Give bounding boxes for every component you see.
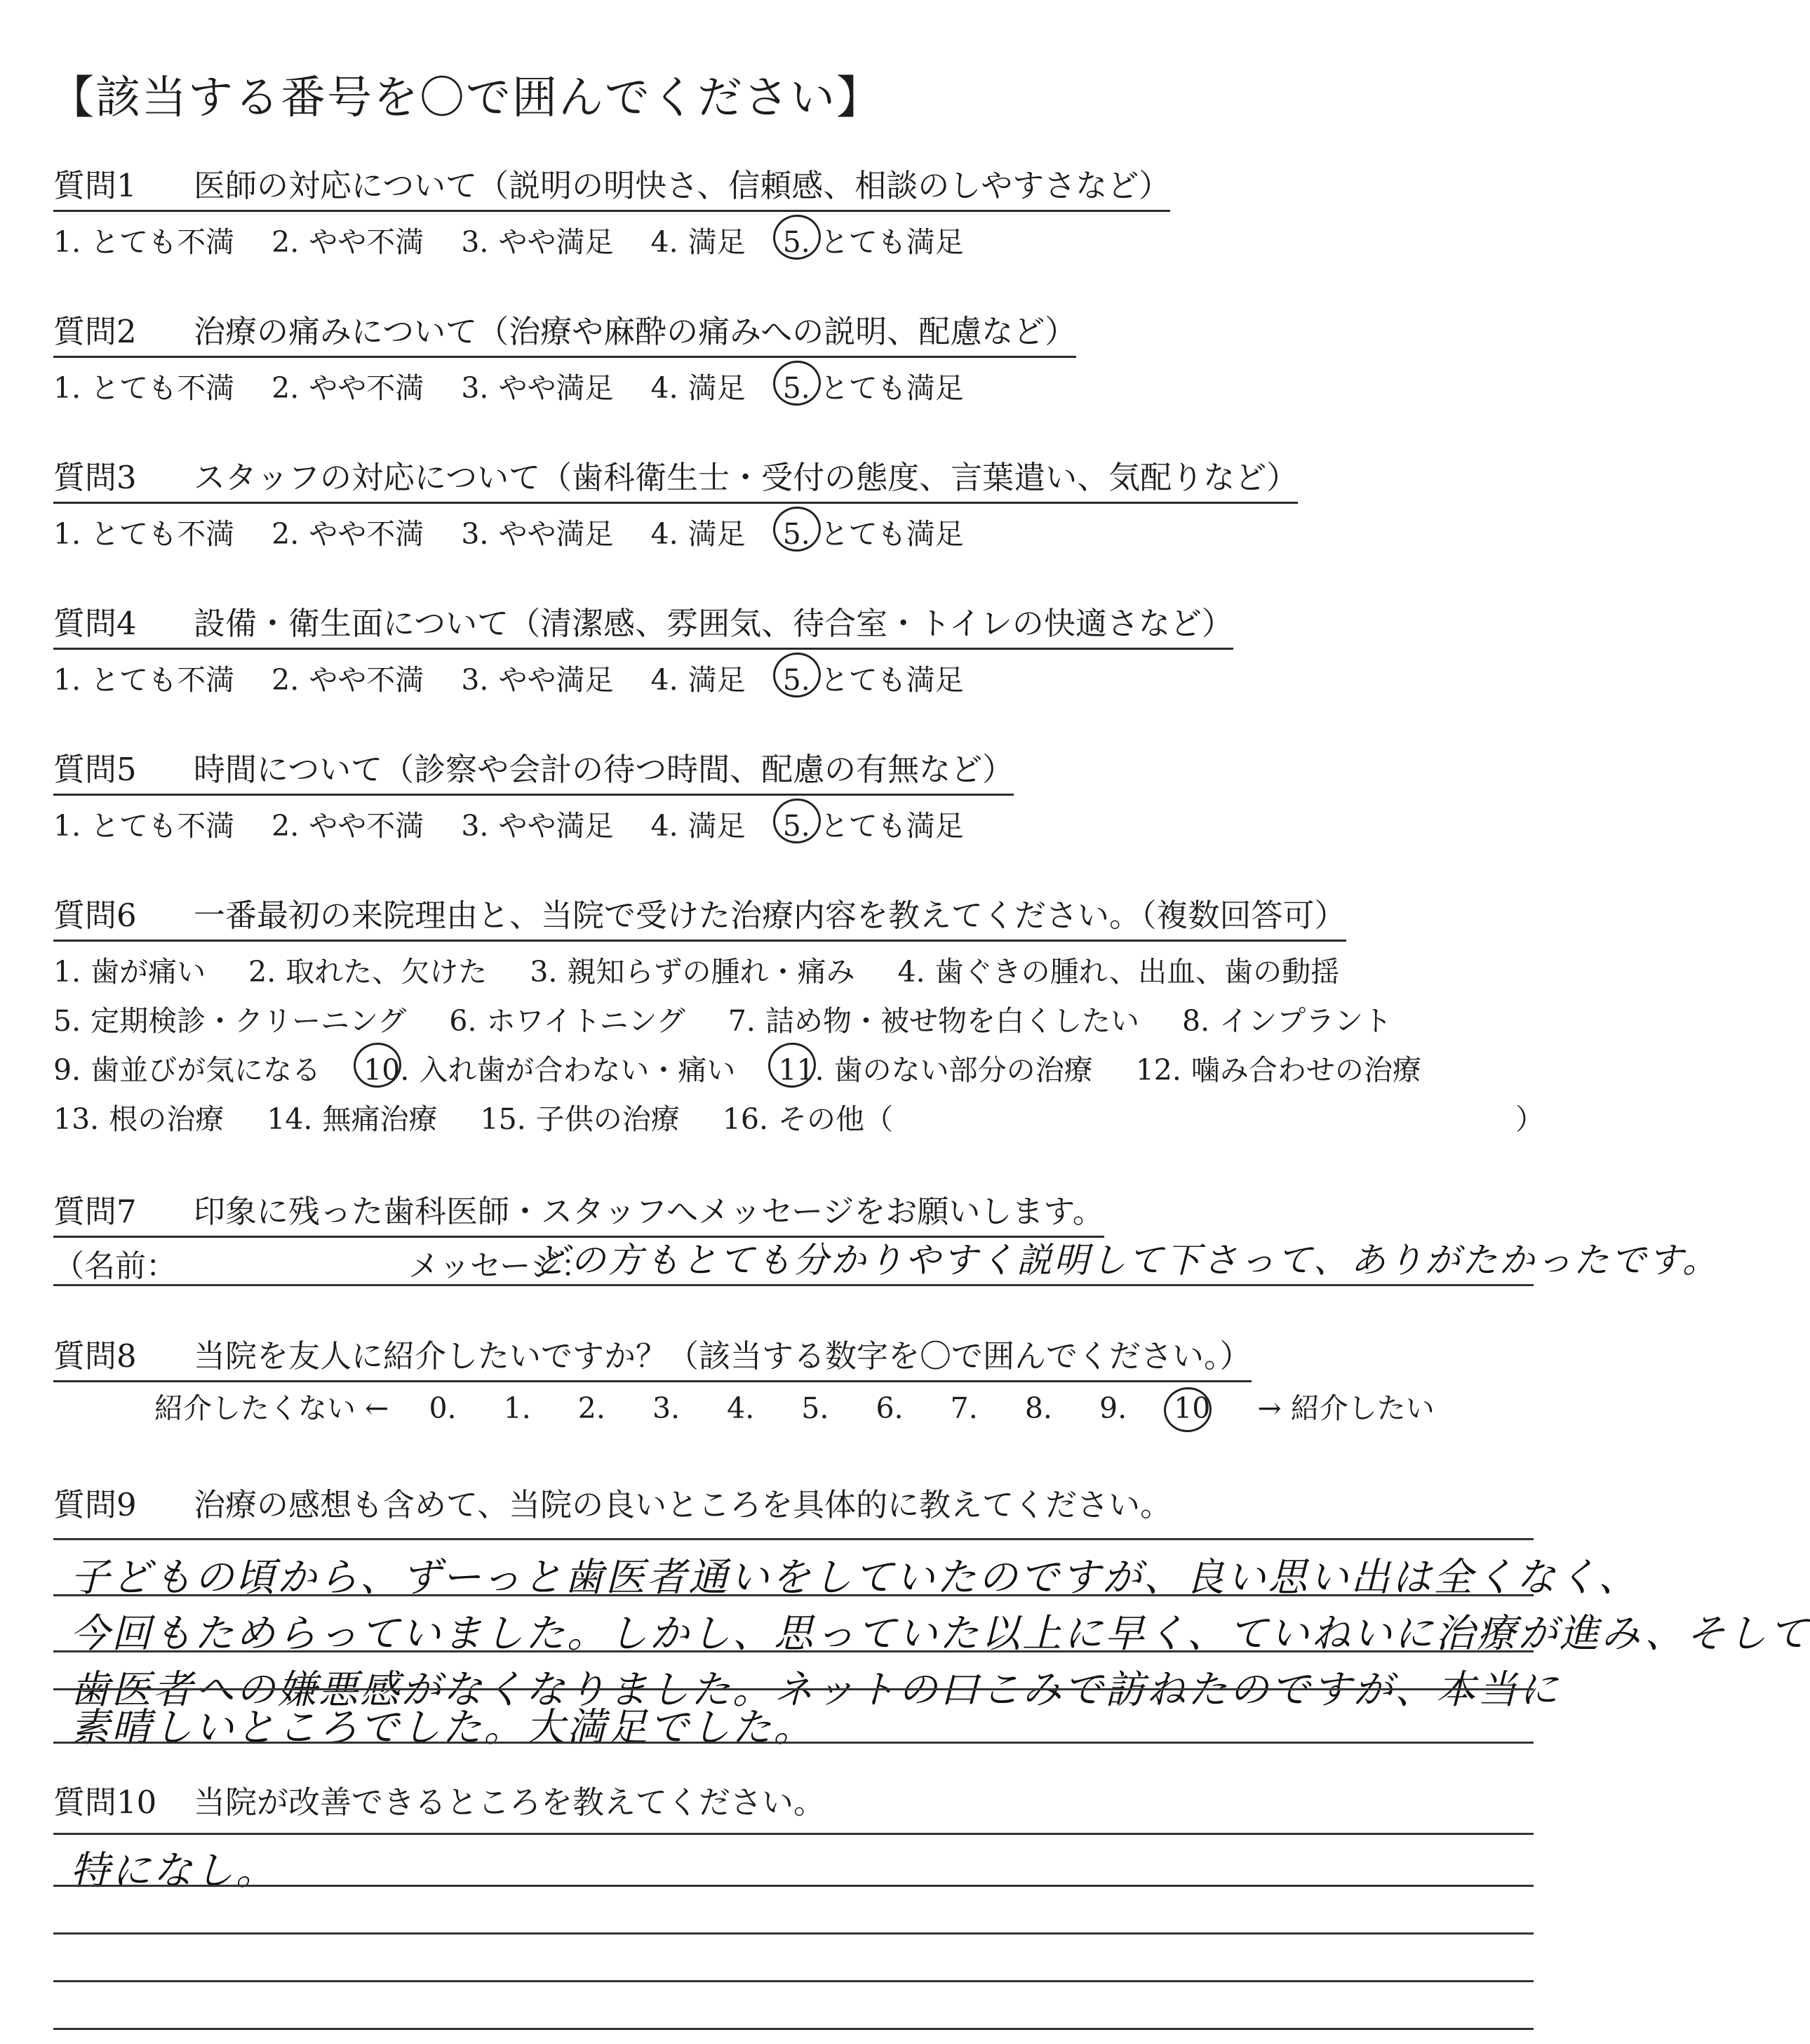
question-4-heading bbox=[53, 598, 1233, 650]
answer-line bbox=[53, 1688, 1534, 1690]
option-1[interactable]: 1. とても不満 bbox=[53, 371, 235, 405]
question-5-heading bbox=[53, 744, 1014, 796]
option-4[interactable]: 4. 満足 bbox=[650, 371, 746, 405]
question-2-heading bbox=[53, 306, 1076, 358]
q6-options-row-3 bbox=[53, 1047, 1455, 1088]
scale-7[interactable]: 7. bbox=[950, 1391, 978, 1425]
q6-option-8[interactable]: 8. インプラント bbox=[1182, 1004, 1393, 1038]
option-3[interactable]: 3. やや満足 bbox=[461, 663, 614, 697]
scale-5[interactable]: 5. bbox=[801, 1391, 829, 1425]
scale-1[interactable]: 1. bbox=[503, 1391, 531, 1425]
answer-line bbox=[53, 1650, 1534, 1652]
question-number: 質問1 bbox=[53, 167, 137, 204]
question-2 bbox=[53, 306, 1076, 406]
question-text: スタッフの対応について（歯科衛生士・受付の態度、言葉遣い、気配りなど） bbox=[194, 459, 1299, 496]
question-text: 時間について（診察や会計の待つ時間、配慮の有無など） bbox=[194, 751, 1014, 788]
question-9-heading bbox=[53, 1479, 1172, 1525]
circled-answer: 10. bbox=[363, 1053, 410, 1087]
question-text: 医師の対応について（説明の明快さ、信頼感、相談のしやすさなど） bbox=[194, 167, 1171, 204]
q6-option-1[interactable]: 1. 歯が痛い bbox=[53, 955, 206, 989]
question-number: 質問10 bbox=[53, 1784, 157, 1821]
option-3[interactable]: 3. やや満足 bbox=[461, 225, 614, 259]
option-2[interactable]: 2. やや不満 bbox=[272, 371, 424, 405]
question-text: 印象に残った歯科医師・スタッフへメッセージをお願いします。 bbox=[194, 1193, 1104, 1230]
question-number: 質問7 bbox=[53, 1193, 137, 1230]
option-4[interactable]: 4. 満足 bbox=[650, 517, 746, 551]
q6-option-13[interactable]: 13. 根の治療 bbox=[53, 1102, 224, 1136]
q6-other-close-paren: ） bbox=[1515, 1102, 1544, 1136]
answer-line bbox=[53, 2028, 1534, 2030]
answer-line bbox=[53, 1932, 1534, 1935]
handwritten-answer: 特になし。 bbox=[70, 1848, 277, 1894]
recommend-scale bbox=[154, 1385, 1435, 1427]
scale-9[interactable]: 9. bbox=[1099, 1391, 1127, 1425]
question-7 bbox=[53, 1186, 1104, 1238]
handwritten-message: どの方もとても分かりやすく説明して下さって、ありがたかったです。 bbox=[533, 1240, 1720, 1281]
option-2[interactable]: 2. やや不満 bbox=[272, 225, 424, 259]
scale-2[interactable]: 2. bbox=[577, 1391, 605, 1425]
handwritten-answer-line-3: 歯医者への嫌悪感がなくなりました。ネットの口こみで訪ねたのですが、本当に bbox=[70, 1667, 1560, 1713]
question-5 bbox=[53, 744, 1014, 844]
answer-line bbox=[53, 1594, 1534, 1596]
option-5[interactable]: 5. とても満足 bbox=[782, 225, 964, 259]
question-10-heading bbox=[53, 1777, 825, 1822]
scale-10[interactable]: 10 bbox=[1174, 1391, 1211, 1425]
handwritten-answer-line-1: 子どもの頃から、ずーっと歯医者通いをしていたのですが、良い思い出は全くなく、 bbox=[70, 1555, 1640, 1601]
question-number: 質問5 bbox=[53, 751, 137, 788]
scale-left-label: 紹介したくない ← bbox=[154, 1391, 389, 1425]
scale-6[interactable]: 6. bbox=[876, 1391, 904, 1425]
scale-right-label: → 紹介したい bbox=[1257, 1391, 1435, 1425]
option-5[interactable]: 5. とても満足 bbox=[782, 517, 964, 551]
scale-4[interactable]: 4. bbox=[727, 1391, 755, 1425]
option-1[interactable]: 1. とても不満 bbox=[53, 809, 235, 843]
circled-answer: 5. bbox=[782, 225, 810, 259]
option-3[interactable]: 3. やや満足 bbox=[461, 517, 614, 551]
answer-line bbox=[53, 1980, 1534, 1982]
question-text: 一番最初の来院理由と、当院で受けた治療内容を教えてください。（複数回答可） bbox=[194, 897, 1346, 934]
circled-answer: 11. bbox=[778, 1053, 824, 1087]
option-4[interactable]: 4. 満足 bbox=[650, 809, 746, 843]
q6-option-16[interactable]: 16. その他（ bbox=[722, 1102, 894, 1136]
scale-0[interactable]: 0. bbox=[429, 1391, 457, 1425]
q6-options-row-4 bbox=[53, 1096, 927, 1137]
question-1-heading bbox=[53, 160, 1170, 212]
option-1[interactable]: 1. とても不満 bbox=[53, 663, 235, 697]
answer-line bbox=[53, 1885, 1534, 1887]
q6-option-9[interactable]: 9. 歯並びが気になる bbox=[53, 1053, 321, 1087]
option-5[interactable]: 5. とても満足 bbox=[782, 371, 964, 405]
option-3[interactable]: 3. やや満足 bbox=[461, 371, 614, 405]
rating-options bbox=[53, 511, 1298, 552]
question-text: 治療の感想も含めて、当院の良いところを具体的に教えてください。 bbox=[194, 1486, 1172, 1523]
rating-options bbox=[53, 657, 1233, 698]
handwritten-answer-line-2: 今回もためらっていました。しかし、思っていた以上に早く、ていねいに治療が進み、そして bbox=[70, 1611, 1810, 1657]
q6-option-10[interactable]: 10. 入れ歯が合わない・痛い bbox=[363, 1053, 736, 1087]
q6-options-row-1 bbox=[53, 949, 1373, 990]
name-label: （名前： bbox=[53, 1248, 177, 1284]
rating-options bbox=[53, 219, 1170, 260]
option-2[interactable]: 2. やや不満 bbox=[272, 809, 424, 843]
question-3 bbox=[53, 452, 1298, 552]
question-6 bbox=[53, 890, 1346, 942]
option-2[interactable]: 2. やや不満 bbox=[272, 517, 424, 551]
circled-answer: 5. bbox=[782, 663, 810, 697]
handwritten-answer-line-4: 素晴しいところでした。大満足でした。 bbox=[70, 1705, 815, 1751]
question-number: 質問4 bbox=[53, 605, 137, 642]
q6-option-3[interactable]: 3. 親知らずの腫れ・痛み bbox=[530, 955, 855, 989]
message-label: メッセージ： bbox=[408, 1248, 592, 1284]
scale-3[interactable]: 3. bbox=[652, 1391, 681, 1425]
option-1[interactable]: 1. とても不満 bbox=[53, 517, 235, 551]
question-8 bbox=[53, 1330, 1252, 1382]
question-8-heading bbox=[53, 1330, 1252, 1382]
question-number: 質問6 bbox=[53, 897, 137, 934]
option-5[interactable]: 5. とても満足 bbox=[782, 809, 964, 843]
q6-option-4[interactable]: 4. 歯ぐきの腫れ、出血、歯の動揺 bbox=[897, 955, 1340, 989]
question-10 bbox=[53, 1777, 825, 1822]
q7-labels bbox=[53, 1241, 591, 1285]
question-6-heading bbox=[53, 890, 1346, 942]
q6-option-6[interactable]: 6. ホワイトニング bbox=[449, 1004, 685, 1038]
question-text: 当院を友人に紹介したいですか？（該当する数字を〇で囲んでください。） bbox=[194, 1337, 1252, 1375]
question-4 bbox=[53, 598, 1233, 698]
q6-option-15[interactable]: 15. 子供の治療 bbox=[480, 1102, 680, 1136]
question-9 bbox=[53, 1479, 1172, 1525]
q6-option-11[interactable]: 11. 歯のない部分の治療 bbox=[778, 1053, 1093, 1087]
page-title: 【該当する番号を〇で囲んでください】 bbox=[49, 72, 883, 124]
scale-8[interactable]: 8. bbox=[1024, 1391, 1052, 1425]
question-1 bbox=[53, 160, 1170, 260]
q6-option-14[interactable]: 14. 無痛治療 bbox=[267, 1102, 438, 1136]
q6-option-7[interactable]: 7. 詰め物・被せ物を白くしたい bbox=[728, 1004, 1139, 1038]
option-2[interactable]: 2. やや不満 bbox=[272, 663, 424, 697]
q6-options-row-2 bbox=[53, 998, 1426, 1039]
question-text: 設備・衛生面について（清潔感、雰囲気、待合室・トイレの快適さなど） bbox=[194, 605, 1233, 642]
question-text: 治療の痛みについて（治療や麻酔の痛みへの説明、配慮など） bbox=[194, 313, 1077, 350]
option-4[interactable]: 4. 満足 bbox=[650, 225, 746, 259]
answer-line bbox=[53, 1742, 1534, 1744]
circled-answer: 5. bbox=[782, 517, 810, 551]
message-line bbox=[53, 1284, 1534, 1286]
question-3-heading bbox=[53, 452, 1298, 504]
answer-line bbox=[53, 1538, 1534, 1540]
option-3[interactable]: 3. やや満足 bbox=[461, 809, 614, 843]
question-number: 質問2 bbox=[53, 313, 137, 350]
q6-option-2[interactable]: 2. 取れた、欠けた bbox=[248, 955, 488, 989]
answer-line bbox=[53, 1833, 1534, 1835]
option-1[interactable]: 1. とても不満 bbox=[53, 225, 235, 259]
option-5[interactable]: 5. とても満足 bbox=[782, 663, 964, 697]
question-number: 質問3 bbox=[53, 459, 137, 496]
circled-answer: 5. bbox=[782, 371, 810, 405]
q6-option-12[interactable]: 12. 噛み合わせの治療 bbox=[1135, 1053, 1421, 1087]
question-number: 質問9 bbox=[53, 1486, 137, 1523]
question-text: 当院が改善できるところを教えてください。 bbox=[194, 1784, 826, 1821]
circled-answer: 5. bbox=[782, 809, 810, 843]
rating-options bbox=[53, 365, 1076, 406]
q6-option-5[interactable]: 5. 定期検診・クリーニング bbox=[53, 1004, 407, 1038]
question-number: 質問8 bbox=[53, 1337, 137, 1375]
rating-options bbox=[53, 803, 1014, 844]
option-4[interactable]: 4. 満足 bbox=[650, 663, 746, 697]
question-7-heading bbox=[53, 1186, 1104, 1238]
